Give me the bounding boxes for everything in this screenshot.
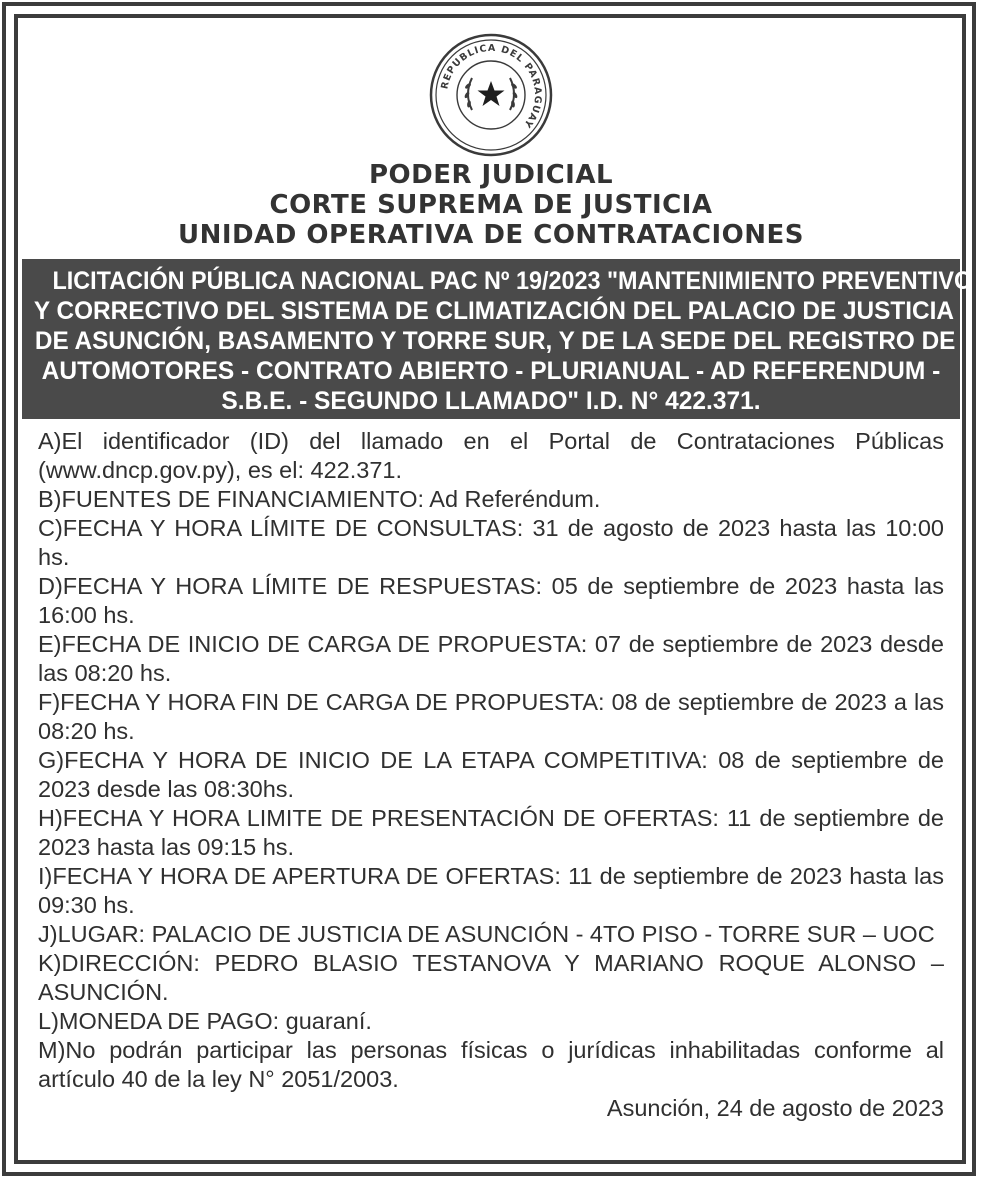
item-b: B)FUENTES DE FINANCIAMIENTO: Ad Referéndum. <box>38 486 601 512</box>
item-j: J)LUGAR: PALACIO DE JUSTICIA DE ASUNCIÓN - 4TO PISO - TORRE SUR – UOC <box>38 921 935 947</box>
title-line-2: Y CORRECTIVO DEL SISTEMA DE CLIMATIZACIÓN DEL PALACIO DE JUSTICIA <box>33 297 954 325</box>
item-a: A)El identificador (ID) del llamado en el Portal de Contrataciones Públicas (www.dncp.gov.py), es el: 422.371. <box>38 428 944 483</box>
title-line-4: AUTOMOTORES - CONTRATO ABIERTO - PLURIANUAL - AD REFERENDUM - <box>41 357 941 385</box>
title-band <box>22 259 973 419</box>
header <box>22 160 960 250</box>
title-line-5: S.B.E. - SEGUNDO LLAMADO" I.D. N° 422.371. <box>221 387 761 415</box>
item-l: L)MONEDA DE PAGO: guaraní. <box>38 1008 372 1034</box>
header-line-1: PODER JUDICIAL <box>368 160 614 190</box>
item-f: F)FECHA Y HORA FIN DE CARGA DE PROPUESTA: 08 de septiembre de 2023 a las 08:20 hs. <box>38 689 944 744</box>
item-h: H)FECHA Y HORA LIMITE DE PRESENTACIÓN DE OFERTAS: 11 de septiembre de 2023 hasta las 09:15 hs. <box>38 805 944 860</box>
star-seal-icon <box>428 32 554 158</box>
title-line-3: DE ASUNCIÓN, BASAMENTO Y TORRE SUR, Y DE LA SEDE DEL REGISTRO DE <box>34 327 956 355</box>
item-g: G)FECHA Y HORA DE INICIO DE LA ETAPA COMPETITIVA: 08 de septiembre de 2023 desde las 08:30hs. <box>38 747 944 802</box>
header-line-2: CORTE SUPREMA DE JUSTICIA <box>269 190 713 220</box>
item-i: I)FECHA Y HORA DE APERTURA DE OFERTAS: 11 de septiembre de 2023 hasta las 09:30 hs. <box>38 863 944 918</box>
item-e: E)FECHA DE INICIO DE CARGA DE PROPUESTA: 07 de septiembre de 2023 desde las 08:20 hs. <box>38 631 944 686</box>
signature-date: Asunción, 24 de agosto de 2023 <box>606 1095 944 1121</box>
item-c: C)FECHA Y HORA LÍMITE DE CONSULTAS: 31 de agosto de 2023 hasta las 10:00 hs. <box>38 515 944 570</box>
notice-body <box>38 427 944 1123</box>
svg-text:REPUBLICA DEL PARAGUAY: REPUBLICA DEL PARAGUAY <box>439 42 544 131</box>
item-k: K)DIRECCIÓN: PEDRO BLASIO TESTANOVA Y MARIANO ROQUE ALONSO – ASUNCIÓN. <box>38 950 944 1005</box>
item-m: M)No podrán participar las personas físicas o jurídicas inhabilitadas conforme al artículo 40 de la ley N° 2051/2003. <box>38 1037 944 1092</box>
item-d: D)FECHA Y HORA LÍMITE DE RESPUESTAS: 05 de septiembre de 2023 hasta las 16:00 hs. <box>38 573 944 628</box>
title-line-1: LICITACIÓN PÚBLICA NACIONAL PAC Nº 19/2023 "MANTENIMIENTO PREVENTIVO <box>52 267 973 295</box>
header-line-3: UNIDAD OPERATIVA DE CONTRATACIONES <box>177 220 804 250</box>
